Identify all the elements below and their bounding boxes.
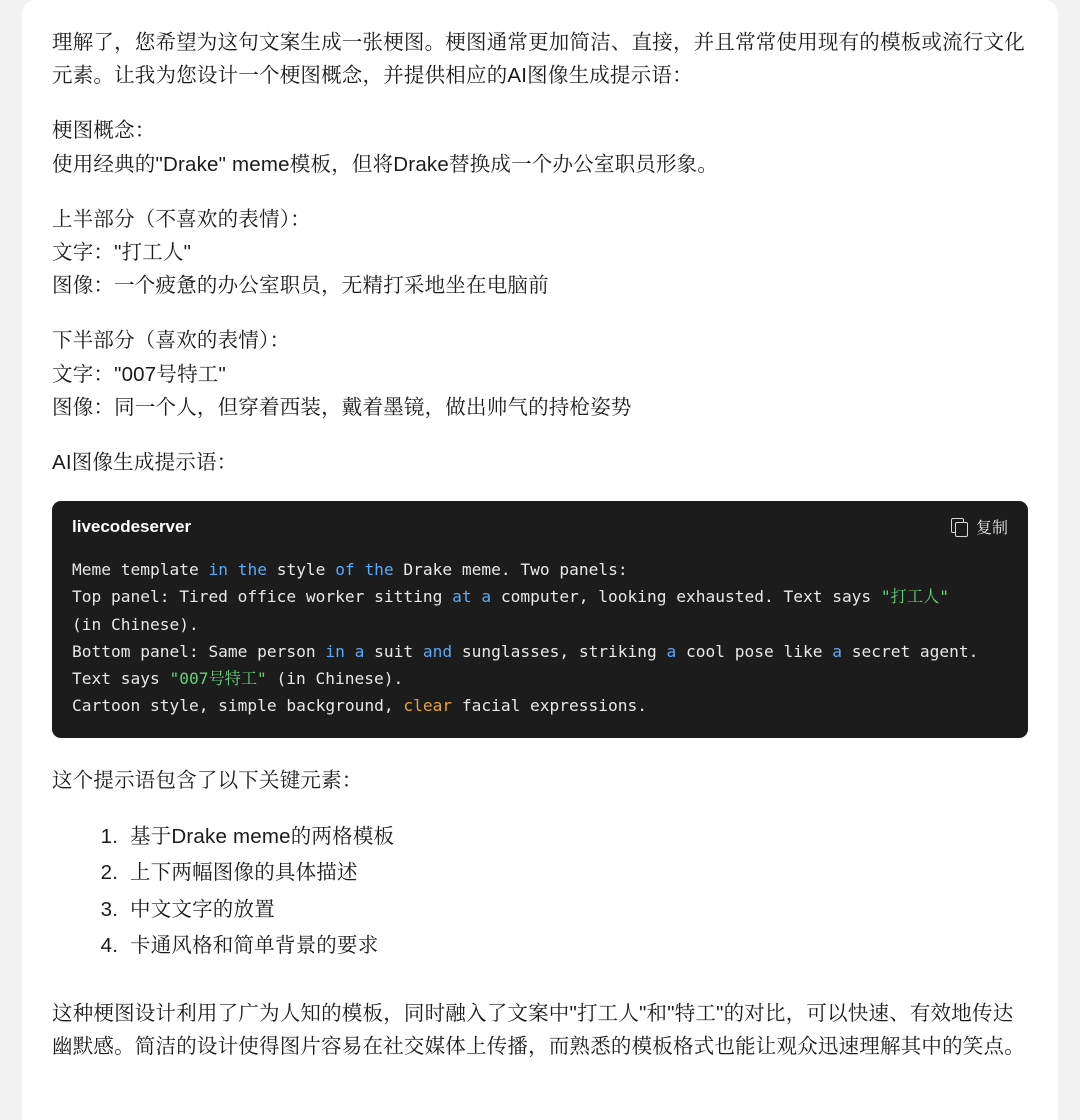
code-token: the	[237, 560, 267, 580]
list-item: 1. 基于Drake meme的两格模板	[124, 819, 1028, 855]
concept-body: 使用经典的"Drake" meme模板，但将Drake替换成一个办公室职员形象。	[52, 152, 719, 176]
code-token: computer, looking exhausted. Text says	[491, 587, 881, 607]
conclusion-paragraph: 这种梗图设计利用了广为人知的模板，同时融入了文案中"打工人"和"特工"的对比，可以快速、有效地传达幽默感。简洁的设计使得图片容易在社交媒体上传播，而熟悉的模板格式也能让观众迅速理解其中的笑点。	[52, 1001, 1025, 1058]
bottom-panel-block	[52, 324, 1028, 424]
code-block	[52, 501, 1028, 737]
code-block-header	[52, 501, 1028, 550]
assistant-message-card	[22, 0, 1058, 1120]
top-panel-text-line: 文字："打工人"	[52, 241, 192, 265]
code-token	[345, 642, 355, 661]
prompt-heading: AI图像生成提示语：	[52, 451, 238, 475]
code-token: (in Chinese).	[72, 614, 199, 634]
code-token	[228, 560, 238, 579]
top-panel-block	[52, 203, 1028, 303]
code-token: facial expressions.	[452, 696, 648, 716]
code-token: style	[266, 560, 336, 580]
code-content	[52, 550, 1028, 737]
code-token: "打工人"	[880, 587, 949, 607]
key-elements-list	[52, 819, 1028, 965]
bottom-panel-text-line: 文字："007号特工"	[52, 362, 226, 386]
code-token: Top panel: Tired office worker sitting	[72, 587, 453, 607]
code-token: of	[335, 560, 355, 580]
top-panel-heading: 上半部分（不喜欢的表情）：	[52, 207, 311, 231]
copy-icon	[951, 518, 968, 536]
code-token: "007号特工"	[169, 669, 267, 689]
code-token: cool pose like	[676, 641, 833, 661]
code-token: a	[666, 641, 677, 661]
code-token: clear	[403, 696, 453, 716]
top-panel-image-line: 图像：一个疲惫的办公室职员，无精打采地坐在电脑前	[52, 274, 549, 298]
bottom-panel-image-line: 图像：同一个人，但穿着西装，戴着墨镜，做出帅气的持枪姿势	[52, 395, 632, 419]
code-token	[355, 560, 365, 579]
code-token: Bottom panel: Same person	[72, 641, 326, 661]
concept-heading: 梗图概念：	[52, 119, 156, 143]
code-language-label: livecodeserver	[72, 516, 192, 536]
code-token: secret agent.	[841, 641, 979, 661]
copy-button-label: 复制	[975, 520, 1008, 538]
code-token: sunglasses, striking	[452, 641, 667, 661]
list-item: 4. 卡通风格和简单背景的要求	[124, 928, 1028, 964]
list-item: 3. 中文文字的放置	[124, 892, 1028, 928]
bottom-panel-heading: 下半部分（喜欢的表情）：	[52, 329, 291, 353]
intro-paragraph: 理解了，您希望为这句文案生成一张梗图。梗图通常更加简洁、直接，并且常常使用现有的模板或流行文化元素。让我为您设计一个梗图概念，并提供相应的AI图像生成提示语：	[52, 31, 1025, 88]
code-token: a	[832, 641, 842, 661]
concept-block	[52, 114, 1028, 180]
code-token: at	[452, 587, 472, 607]
code-token	[472, 587, 482, 606]
code-token: in	[208, 560, 228, 580]
code-token: a	[354, 641, 365, 661]
code-token: in	[325, 641, 345, 661]
elements-heading: 这个提示语包含了以下关键元素：	[52, 768, 363, 792]
copy-code-button[interactable]	[951, 515, 1008, 538]
code-token: Meme template	[72, 560, 209, 580]
code-token: Text says	[72, 669, 170, 689]
code-token: and	[422, 641, 453, 661]
code-token: Cartoon style, simple background,	[72, 696, 404, 716]
code-token: suit	[364, 641, 423, 661]
code-token: the	[364, 560, 394, 580]
code-token: (in Chinese).	[266, 669, 404, 689]
code-token: a	[481, 587, 492, 607]
code-token: Drake meme. Two panels:	[393, 560, 628, 580]
list-item: 2. 上下两幅图像的具体描述	[124, 855, 1028, 891]
